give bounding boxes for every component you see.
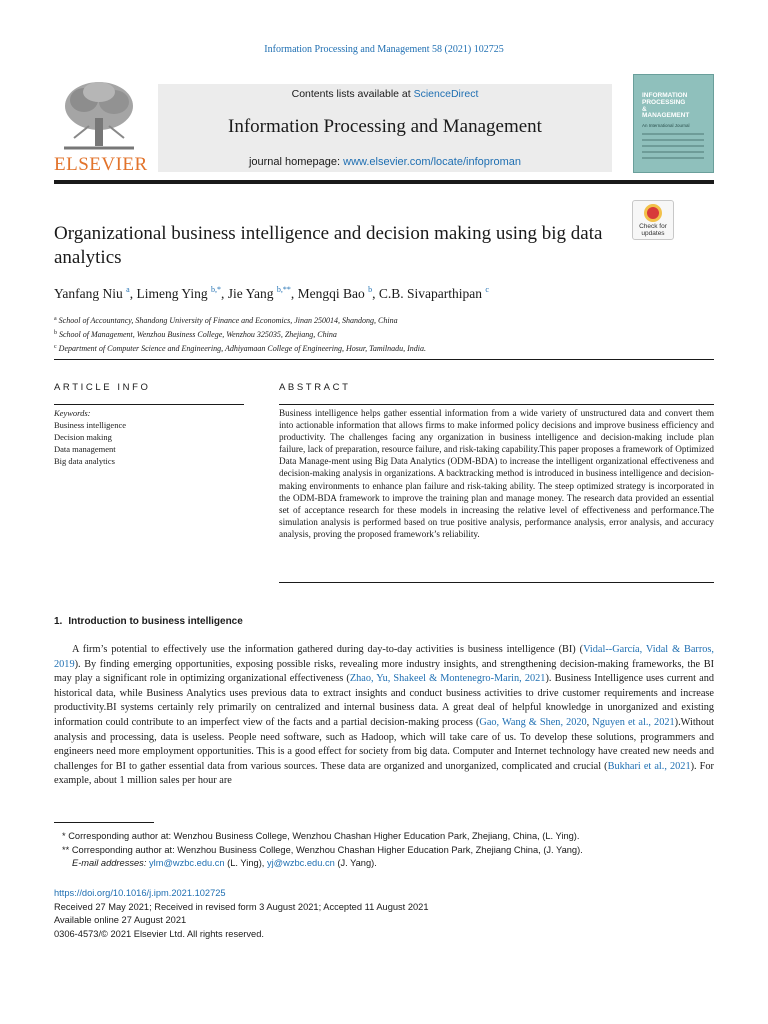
affiliation-marker: b	[54, 330, 57, 336]
contents-line	[158, 88, 612, 100]
author-affiliation-marker[interactable]: b,*	[210, 285, 221, 294]
affiliation	[54, 313, 426, 327]
author-affiliation-marker[interactable]: b	[368, 285, 373, 294]
author-name[interactable]: Yanfang Niu	[54, 286, 123, 301]
footnote: ** Corresponding author at: Wenzhou Business College, Wenzhou Chashan Higher Education Park, Zhejiang China, (J. Yang).	[62, 844, 583, 855]
cover-decoration	[642, 133, 704, 163]
elsevier-logo[interactable]	[54, 78, 148, 175]
body-text-run: ,	[586, 716, 593, 728]
author-name[interactable]: Limeng Ying	[136, 286, 208, 301]
keywords-label: Keywords:	[54, 408, 91, 418]
crossmark-label-line: updates	[641, 230, 665, 237]
email-owner: (J. Yang).	[334, 858, 377, 868]
journal-title: Information Processing and Management	[228, 116, 542, 137]
crossmark-icon	[644, 204, 662, 222]
cover-title	[642, 93, 689, 120]
publication-info	[54, 887, 429, 941]
citation-link[interactable]: Zhao, Yu, Shakeel & Montenegro-Marin, 2021	[349, 673, 546, 685]
affiliation-list	[54, 313, 426, 355]
affiliation-marker: a	[54, 316, 57, 322]
email-link[interactable]: ylm@wzbc.edu.cn	[149, 858, 225, 868]
author-affiliation-marker[interactable]: b,**	[276, 285, 291, 294]
cover-title-line: &	[642, 105, 647, 113]
author-affiliation-marker[interactable]: c	[485, 285, 489, 294]
abstract-text: Business intelligence helps gather essential information from a wide variety of unstructured data and convert them into actionable information that allows firms to make informed policy decisions and improve business efficiency and productivity. The challenges facing any organization in business intelligence and decision-making include plan failure, lack of preparation, resource failure, and risk-taking capability.This paper proposes a framework of Optimized Data Manage-ment using Big Data Analytics (ODM-BDA) to increase the intelligent organizational effectiveness and decision-making analysis in organizations. A backtracking method is introduced in business intelligence and decision-making environments to enhance plan failure and risk-taking ability. The steep optimized strategy is incorporated in the ODM-BDA framework to improve the training plan and manage money. The research data provided an essential set of acceptance research for these models in increasing the relative level of effectiveness and performance.The simulation analysis is performed based on true positive analysis, performance analysis, error analysis, and accuracy analysis, proving the proposed framework’s reliability.	[279, 408, 714, 539]
crossmark-label-line: Check for	[639, 223, 667, 230]
cover-title-line: MANAGEMENT	[642, 112, 690, 120]
cover-title-line: INFORMATION	[642, 92, 688, 99]
author-list: Yanfang Niu $^a$, Limeng Ying $^{b,*}$, Jie Yang $^{b,**}$, Mengqi Bao $^b$, C.B. Sivaparthipan $^c$	[54, 285, 489, 301]
body-text-run: ). For example, about 1 million sales per hour are	[54, 760, 714, 787]
sciencedirect-link[interactable]: ScienceDirect	[413, 88, 479, 100]
body-text-run: ).Without analysis and processing, data is useless. People need software, such as Hadoop, which will take care of us. To develop these solutions, programmers and engineers need more employment opportunities. This is a good effect for society from big data. Computer and Internet technology have created new needs and challenges for BI to gather essential data from various sources. These data are organized and unorganized, complicated and crucial (	[54, 716, 714, 772]
crossmark-label	[633, 223, 673, 237]
body-text-run: ). By finding emerging opportunities, exposing possible risks, revealing more industry insights, and strengthening decision-making frameworks, the BI may play a significant role in optimizing organizational effectiveness (	[54, 658, 714, 685]
author-name[interactable]: C.B. Sivaparthipan	[378, 286, 482, 301]
article-info-heading: ARTICLE INFO	[54, 382, 151, 393]
citation-link[interactable]: Bukhari et al., 2021	[607, 760, 691, 772]
keyword: Business intelligence	[54, 420, 127, 430]
body-text-run: ). Business Intelligence uses current and historical data, while Business Analytics uses previous data to extract insights and conduct business activities to drive customer requirements and increase productivity.BI systems certainly rely primarily on centralized and internal business data. A great deal of helpful knowledge in unorganized and existing information could contribute to an imperfect view of the facts and a partial decision-making process (	[54, 673, 714, 728]
body-paragraph	[54, 643, 714, 789]
affiliation	[54, 327, 426, 341]
affiliation-marker: c	[54, 344, 57, 350]
contents-prefix: Contents lists available at	[291, 88, 414, 100]
journal-cover[interactable]	[633, 74, 714, 173]
section-title: Introduction to business intelligence	[68, 616, 243, 627]
article-title: Organizational business intelligence and decision making using big data analytics	[54, 223, 603, 268]
elsevier-wordmark: ELSEVIER	[54, 154, 148, 175]
homepage-link[interactable]: www.elsevier.com/locate/infoproman	[343, 156, 522, 168]
received-dates: Received 27 May 2021; Received in revised form 3 August 2021; Accepted 11 August 2021	[54, 901, 429, 912]
citation-link[interactable]: Gao, Wang & Shen, 2020	[479, 716, 587, 728]
keyword: Decision making	[54, 432, 112, 442]
citation-link[interactable]: Vidal--García, Vidal & Barros, 2019	[54, 644, 714, 670]
citation-link[interactable]: Nguyen et al., 2021	[592, 716, 675, 728]
section-heading	[54, 616, 249, 627]
affiliation	[54, 341, 426, 355]
keywords-block	[54, 407, 126, 467]
doi-link[interactable]: https://doi.org/10.1016/j.ipm.2021.102725	[54, 888, 226, 898]
masthead-box	[158, 84, 612, 172]
available-online: Available online 27 August 2021	[54, 915, 187, 925]
affiliation-text: School of Management, Wenzhou Business College, Wenzhou 325035, Zhejiang, China	[59, 330, 337, 339]
affiliation-text: Department of Computer Science and Engineering, Adhiyamaan College of Engineering, Hosur, Tamilnadu, India.	[58, 344, 426, 353]
copyright: 0306-4573/© 2021 Elsevier Ltd. All rights reserved.	[54, 928, 264, 939]
journal-citation[interactable]: Information Processing and Management 58 (2021) 102725	[264, 44, 504, 55]
email-footnote	[62, 857, 583, 871]
cover-subtitle: An International Journal	[642, 123, 690, 128]
homepage-prefix: journal homepage:	[248, 156, 344, 168]
email-owner: (L. Ying),	[224, 858, 267, 868]
email-label: E-mail addresses:	[72, 858, 147, 868]
footnote: * Corresponding author at: Wenzhou Business College, Wenzhou Chashan Higher Education Park, Zhejiang, China, (L. Ying).	[62, 831, 580, 841]
cover-title-line: PROCESSING	[642, 98, 686, 106]
keyword: Big data analytics	[54, 456, 115, 466]
homepage-line	[158, 156, 612, 168]
footnotes	[62, 830, 583, 871]
affiliation-text: School of Accountancy, Shandong University of Finance and Economics, Jinan 250014, Shandong, China	[58, 316, 398, 325]
author-affiliation-marker[interactable]: a	[126, 285, 130, 294]
section-number: 1.	[54, 616, 63, 627]
abstract-bottom-rule	[279, 582, 714, 583]
author-name[interactable]: Mengqi Bao	[297, 286, 365, 301]
author-name[interactable]: Jie Yang	[227, 286, 274, 301]
elsevier-tree-icon	[54, 78, 144, 154]
abstract-rule	[279, 404, 714, 405]
abstract-heading: ABSTRACT	[279, 382, 351, 393]
body-text-run: A firm’s potential to effectively use the information gathered during day-to-day activities is business intelligence (BI) (	[72, 644, 584, 655]
keyword: Data management	[54, 444, 116, 454]
footnote-rule	[54, 822, 154, 823]
masthead-rule	[54, 180, 714, 184]
article-info-rule	[54, 404, 244, 405]
check-for-updates-button[interactable]	[632, 200, 674, 240]
front-matter-rule	[54, 359, 714, 360]
masthead	[54, 78, 714, 178]
email-link[interactable]: yj@wzbc.edu.cn	[266, 858, 335, 868]
